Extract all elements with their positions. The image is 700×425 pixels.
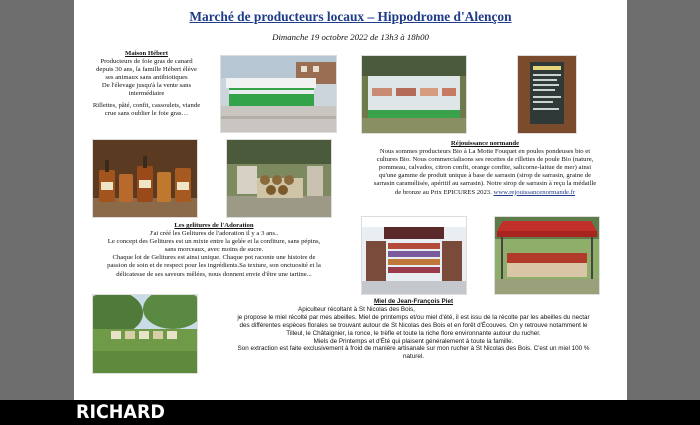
left-margin	[0, 0, 74, 400]
rejouissance-line: sarrasin caramélisée, apéritif au sarrasin). Notre sirop de sarrasin à reçu la médaille	[373, 180, 597, 188]
gelitures-section	[74, 222, 354, 279]
miel-line: Son extraction est faite exclusivement à froid de manière artisanale sur mon rucher à St Nicolas des Bois. C'est un miel 100 %	[237, 345, 590, 353]
hebert-heading: Maison Hébert	[125, 50, 168, 57]
hebert-line: Producteurs de foie gras de canard	[100, 58, 193, 66]
page-title: Marché de producteurs locaux – Hippodrome d'Alençon	[189, 9, 512, 24]
rejouissance-heading: Réjouissance normande	[450, 140, 520, 147]
gelitures-line: passion de soin et de respect pour les ingrédients.Sa texture, son onctuosité et la	[107, 262, 321, 270]
miel-line: Tilleul, le Châtaignier, la ronce, le trèfle et toute la riche flore environnante autour du rucher.	[286, 329, 541, 337]
miel-line: naturel.	[402, 353, 424, 361]
gelitures-heading: Les gelitures de l'Adoration	[174, 222, 254, 229]
photo-bottles	[92, 139, 198, 218]
hebert-section	[74, 50, 219, 118]
rejouissance-line: Nous sommes producteurs Bio à La Motte Fouquet en poules pondeuses bio et	[379, 148, 591, 156]
event-date: Dimanche 19 octobre 2022 de 13h3 à 18h00	[272, 32, 429, 42]
rejouissance-section	[344, 140, 626, 197]
rejouissance-website-link[interactable]: www.rejouissancenormande.fr	[493, 188, 576, 196]
gelitures-line: Le concept des Gelitures est un mixte entre la gelée et la confiture, sans pépins,	[107, 238, 321, 246]
photo-hebert-stall	[220, 55, 337, 133]
miel-line: Apiculteur récoltant à St Nicolas des Bois,	[298, 305, 415, 313]
right-margin	[627, 0, 700, 400]
document-page	[74, 0, 627, 400]
photo-producer-sign	[517, 55, 577, 134]
miel-heading: Miel de Jean-François Piet	[373, 298, 454, 305]
rejouissance-line: qu'une gamme de produit unique à base de sarrasin (sirop de sarrasin, graine de	[378, 172, 592, 180]
gelitures-line: J'ai créé les Gelitures de l'adoration il y a 3 ans..	[149, 230, 279, 238]
photo-display-case	[361, 55, 467, 134]
rejouissance-line	[344, 189, 626, 197]
rejouissance-line: pommeau, calvados, citron confit, orange confite, salicorne-laitue de mer) ainsi	[378, 164, 592, 172]
miel-section	[200, 298, 627, 361]
hebert-line: Rillettes, pâté, confit, cassoulets, viande	[92, 101, 201, 109]
photo-red-tent	[494, 216, 600, 295]
hebert-line: intermédiaire	[128, 90, 165, 98]
miel-line: Miels de Printemps et d'Été qui plaisent généralement à toute la famille.	[313, 337, 514, 345]
gelitures-line: sans morceaux, avec moins de sucre.	[164, 246, 264, 254]
miel-line: je propose le miel récolté par mes abeilles. Miel de printemps et/ou miel d'été, il est issu de la récolte par les abeilles du nectar	[237, 313, 590, 321]
gelitures-line: Chaque lot de Gelitures est ainsi unique. Chaque pot raconte une histoire de	[112, 254, 316, 262]
rejouissance-line: cultures Bio. Nous commercialisons ses recettes de rillettes de poule Bio (nature,	[376, 156, 594, 164]
hebert-line: ses animaux sans antibiotiques	[105, 74, 188, 82]
hebert-line: De l'élevage jusqu'à la vente sans	[101, 82, 192, 90]
miel-line: des différentes espèces florales se trouvant autour de St Nicolas des Bois et en forêt d'Écouves. On y retrouve notamment le	[239, 321, 588, 329]
brand-logo: RICHARD	[76, 401, 165, 423]
gelitures-line: délicatesse de ses saveurs mêlées, nous donnent envie d'être une tartine...	[116, 270, 312, 278]
hebert-line: crue sans oublier le foie gras…	[104, 109, 189, 117]
photo-gelitures-stall	[361, 216, 467, 295]
photo-jars	[226, 139, 332, 218]
photo-beehives	[92, 294, 198, 374]
hebert-line: depuis 30 ans, la famille Hébert élève	[96, 66, 197, 74]
rejouissance-text: de bronze au Prix EPICURES 2023.	[394, 188, 492, 196]
